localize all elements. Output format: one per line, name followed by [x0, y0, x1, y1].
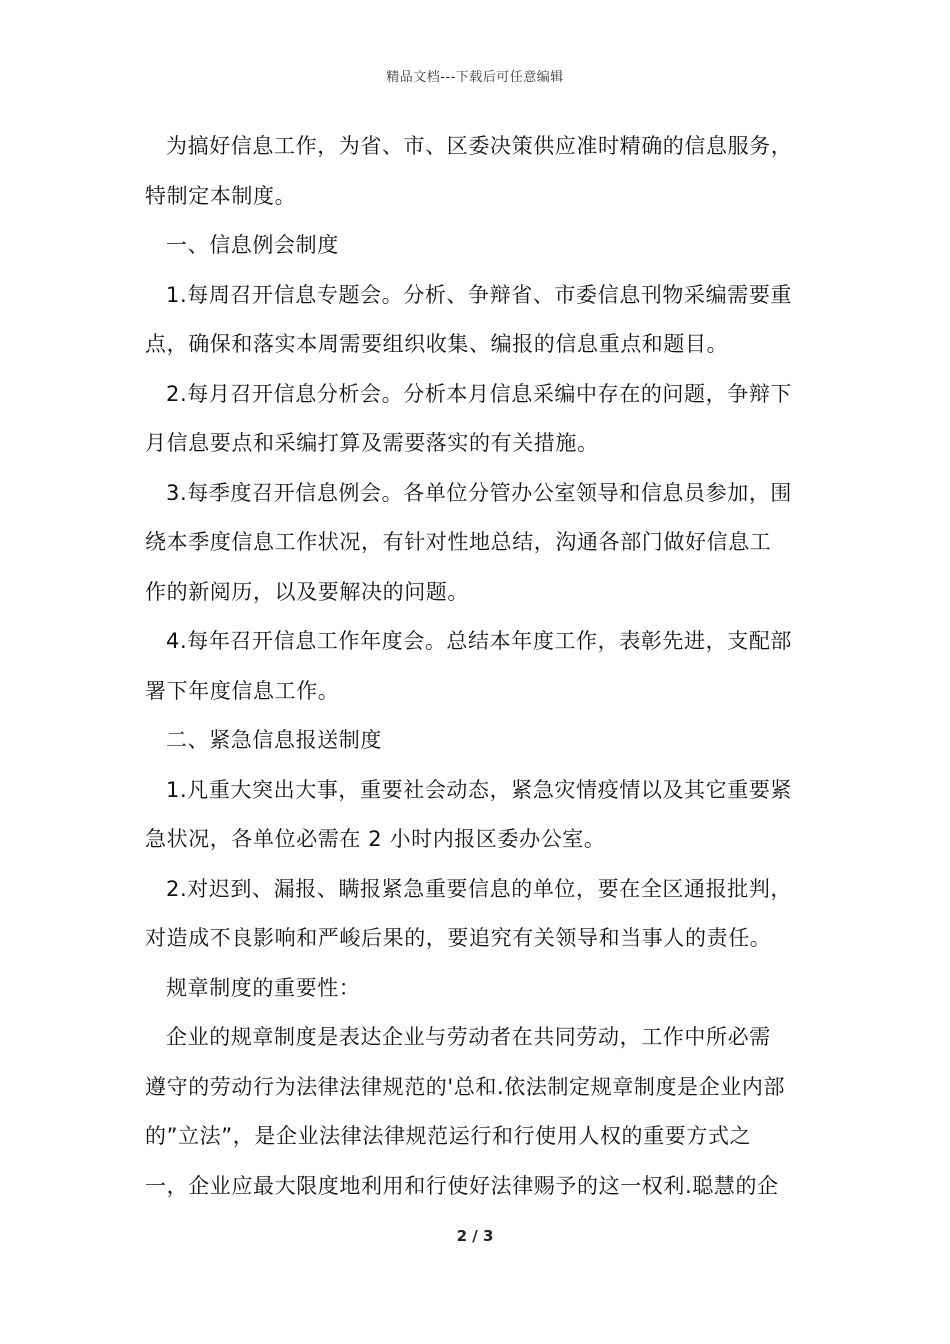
text-line: 绕本季度信息工作状况，有针对性地总结，沟通各部门做好信息工	[145, 530, 772, 554]
text-line: 4.每年召开信息工作年度会。总结本年度工作，表彰先进，支配部	[166, 629, 793, 653]
text-line: 对造成不良影响和严峻后果的，要追究有关领导和当事人的责任。	[145, 926, 772, 950]
text-line: 急状况，各单位必需在 2 小时内报区委办公室。	[145, 827, 606, 851]
text-line: 月信息要点和采编打算及需要落实的有关措施。	[145, 431, 599, 455]
text-line: 2.对迟到、漏报、瞒报紧急重要信息的单位，要在全区通报批判，	[166, 876, 793, 901]
text-line: 点，确保和落实本周需要组织收集、编报的信息重点和题目。	[145, 332, 729, 356]
text-line: 特制定本制度。	[145, 183, 297, 208]
page-number: 2 / 3	[456, 1227, 494, 1245]
text-line: 1.凡重大突出大事，重要社会动态，紧急灾情疫情以及其它重要紧	[166, 777, 793, 802]
text-line: 企业的规章制度是表达企业与劳动者在共同劳动，工作中所必需	[166, 1025, 771, 1049]
document-body	[145, 122, 815, 1211]
text-line: 3.每季度召开信息例会。各单位分管办公室领导和信息员参加，围	[166, 480, 793, 505]
text-line: 1.每周召开信息专题会。分析、争辩省、市委信息刊物采编需要重	[166, 282, 793, 307]
section-heading: 二、紧急信息报送制度	[166, 728, 382, 752]
section-heading: 规章制度的重要性：	[166, 975, 361, 1000]
text-line: 作的新阅历，以及要解决的问题。	[145, 579, 469, 604]
text-line: 2.每月召开信息分析会。分析本月信息采编中存在的问题，争辩下	[166, 381, 793, 406]
text-line: 遵守的劳动行为法律法律规范的'总和.依法制定规章制度是企业内部	[145, 1074, 786, 1099]
text-line: 一，企业应最大限度地利用和行使好法律赐予的这一权利.聪慧的企	[145, 1173, 779, 1198]
text-line: 的”立法”，是企业法律法律规范运行和行使用人权的重要方式之	[145, 1124, 752, 1148]
text-line: 署下年度信息工作。	[145, 678, 340, 703]
section-heading: 一、信息例会制度	[166, 233, 339, 257]
text-line: 为搞好信息工作，为省、市、区委决策供应准时精确的信息服务，	[166, 134, 793, 158]
page-header: 精品文档---下载后可任意编辑	[386, 70, 564, 85]
